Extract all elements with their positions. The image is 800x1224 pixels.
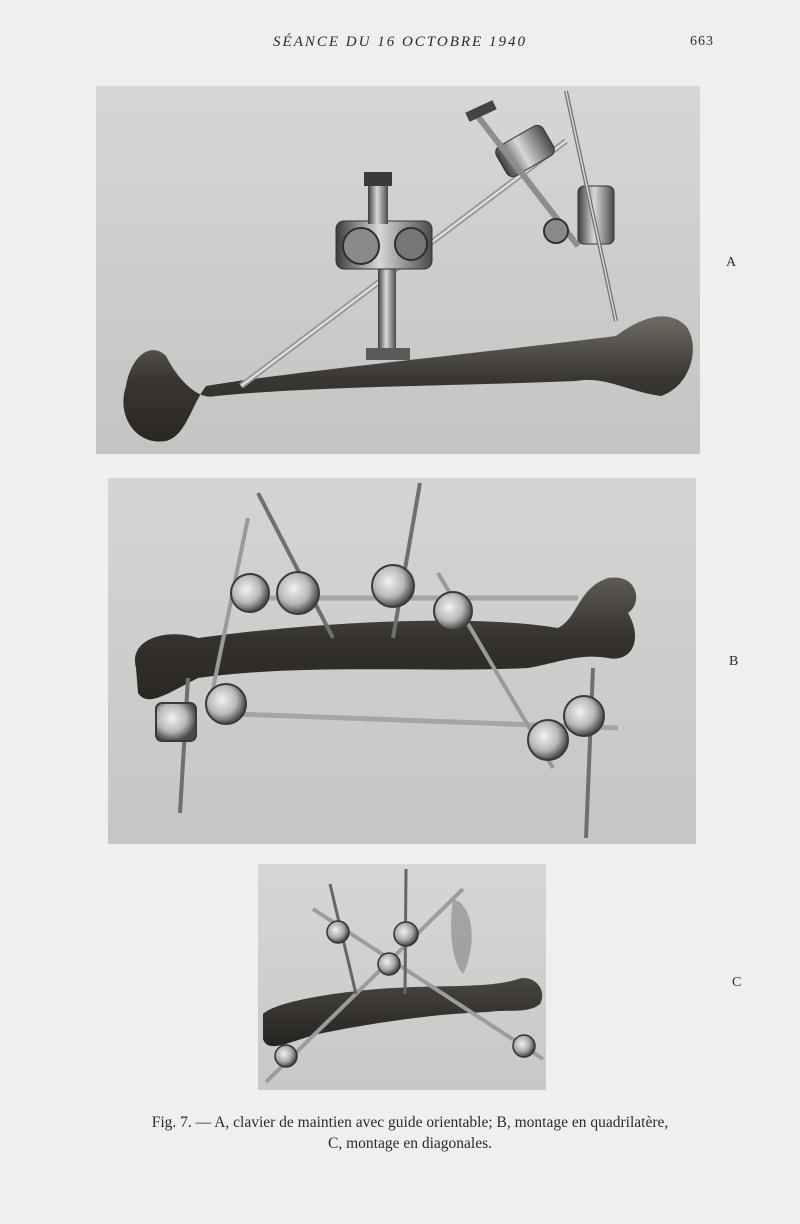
figure-photo-a	[96, 86, 700, 454]
page-number: 663	[690, 34, 714, 49]
running-header-title: SÉANCE DU 16 OCTOBRE 1940	[273, 34, 527, 50]
panel-label-b: B	[729, 654, 739, 669]
figure-caption-line-2: C, montage en diagonales.	[328, 1135, 492, 1152]
panel-label-c: C	[732, 975, 742, 990]
figure-photo-b	[108, 478, 696, 844]
figure-caption-line-1: Fig. 7. — A, clavier de maintien avec guide orientable; B, montage en quadrilatère,	[151, 1114, 669, 1131]
figure-photo-c	[258, 864, 546, 1090]
figure-caption	[70, 1112, 750, 1154]
panel-label-a: A	[726, 255, 737, 270]
